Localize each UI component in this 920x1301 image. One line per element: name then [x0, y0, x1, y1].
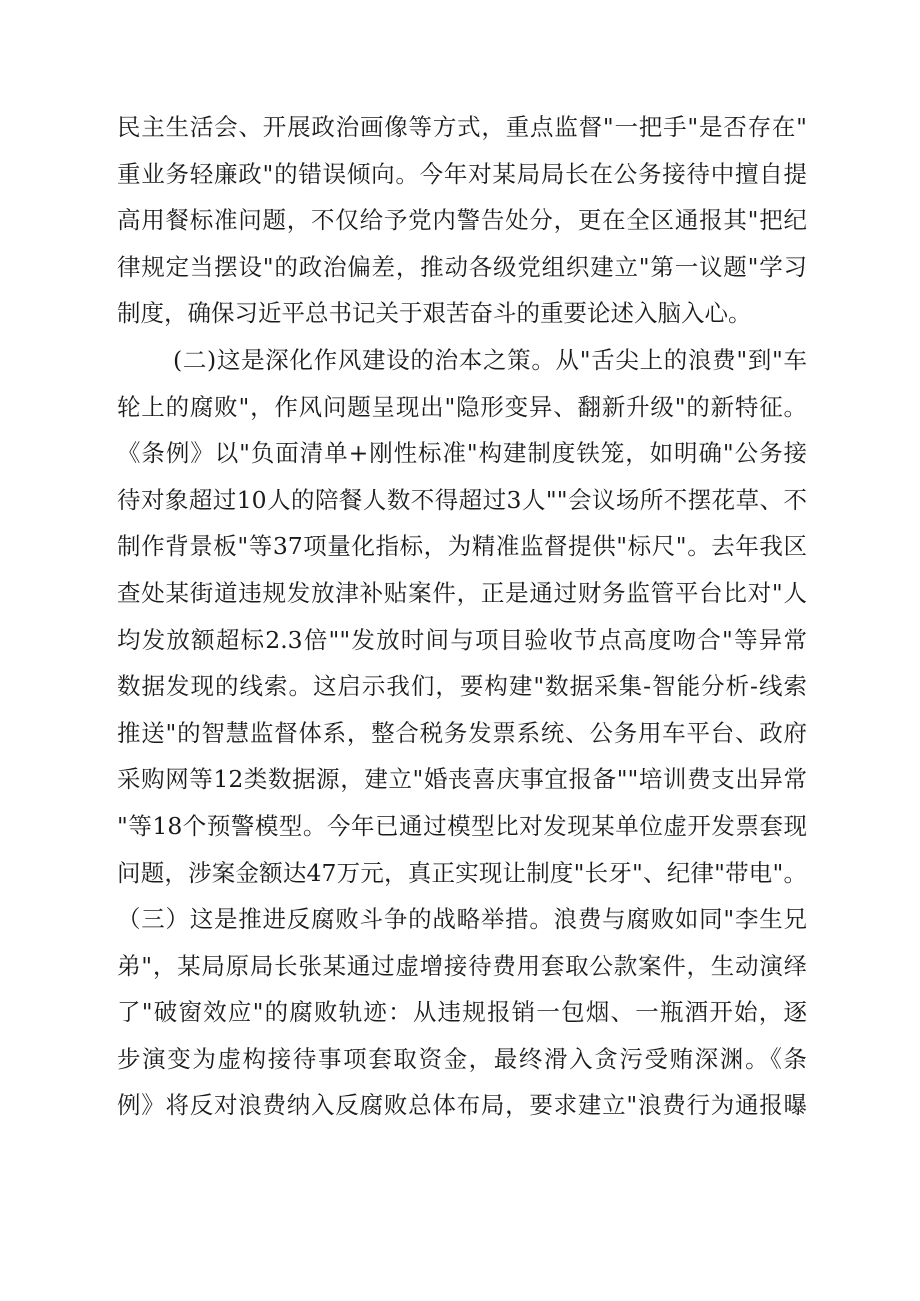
text-line: 推送"的智慧监督体系，整合税务发票系统、公务用车平台、政府: [117, 718, 807, 747]
text-line: 弟"，某局原局长张某通过虚增接待费用套取公款案件，生动演绎: [117, 951, 807, 980]
text-line: 重业务轻廉政"的错误倾向。今年对某局局长在公务接待中擅自提: [117, 159, 807, 188]
text-line: 问题，涉案金额达47万元，真正实现让制度"长牙"、纪律"带电"。: [117, 858, 807, 887]
text-line: 了"破窗效应"的腐败轨迹：从违规报销一包烟、一瓶酒开始，逐: [117, 998, 807, 1027]
text-line: 均发放额超标2.3倍""发放时间与项目验收节点高度吻合"等异常: [117, 625, 807, 654]
text-line: 制度，确保习近平总书记关于艰苦奋斗的重要论述入脑入心。: [117, 299, 752, 328]
text-line: 《条例》以"负面清单+刚性标准"构建制度铁笼，如明确"公务接: [117, 439, 807, 468]
text-line: 查处某街道违规发放津补贴案件，正是通过财务监管平台比对"人: [117, 578, 807, 607]
text-line: 轮上的腐败"，作风问题呈现出"隐形变异、翻新升级"的新特征。: [117, 392, 807, 421]
text-line: 数据发现的线索。这启示我们，要构建"数据采集-智能分析-线索: [117, 672, 807, 701]
text-line: "等18个预警模型。今年已通过模型比对发现某单位虚开发票套现: [117, 811, 807, 840]
text-line: 采购网等12类数据源，建立"婚丧喜庆事宜报备""培训费支出异常: [117, 765, 807, 794]
section-heading-line: (二)这是深化作风建设的治本之策。从"舌尖上的浪费"到"车: [173, 345, 807, 374]
text-line: 高用餐标准问题，不仅给予党内警告处分，更在全区通报其"把纪: [117, 206, 807, 235]
body-text: [117, 104, 807, 1129]
text-line: 步演变为虚构接待事项套取资金，最终滑入贪污受贿深渊。《条: [117, 1044, 807, 1073]
section-heading-line: （三）这是推进反腐败斗争的战略举措。浪费与腐败如同"李生兄: [117, 905, 807, 934]
text-line: 制作背景板"等37项量化指标，为精准监督提供"标尺"。去年我区: [117, 532, 807, 561]
text-line: 待对象超过10人的陪餐人数不得超过3人""会议场所不摆花草、不: [117, 485, 807, 514]
text-line: 民主生活会、开展政治画像等方式，重点监督"一把手"是否存在": [117, 113, 807, 141]
text-line: 律规定当摆设"的政治偏差，推动各级党组织建立"第一议题"学习: [117, 252, 807, 281]
text-line: 例》将反对浪费纳入反腐败总体布局，要求建立"浪费行为通报曝: [117, 1091, 807, 1120]
